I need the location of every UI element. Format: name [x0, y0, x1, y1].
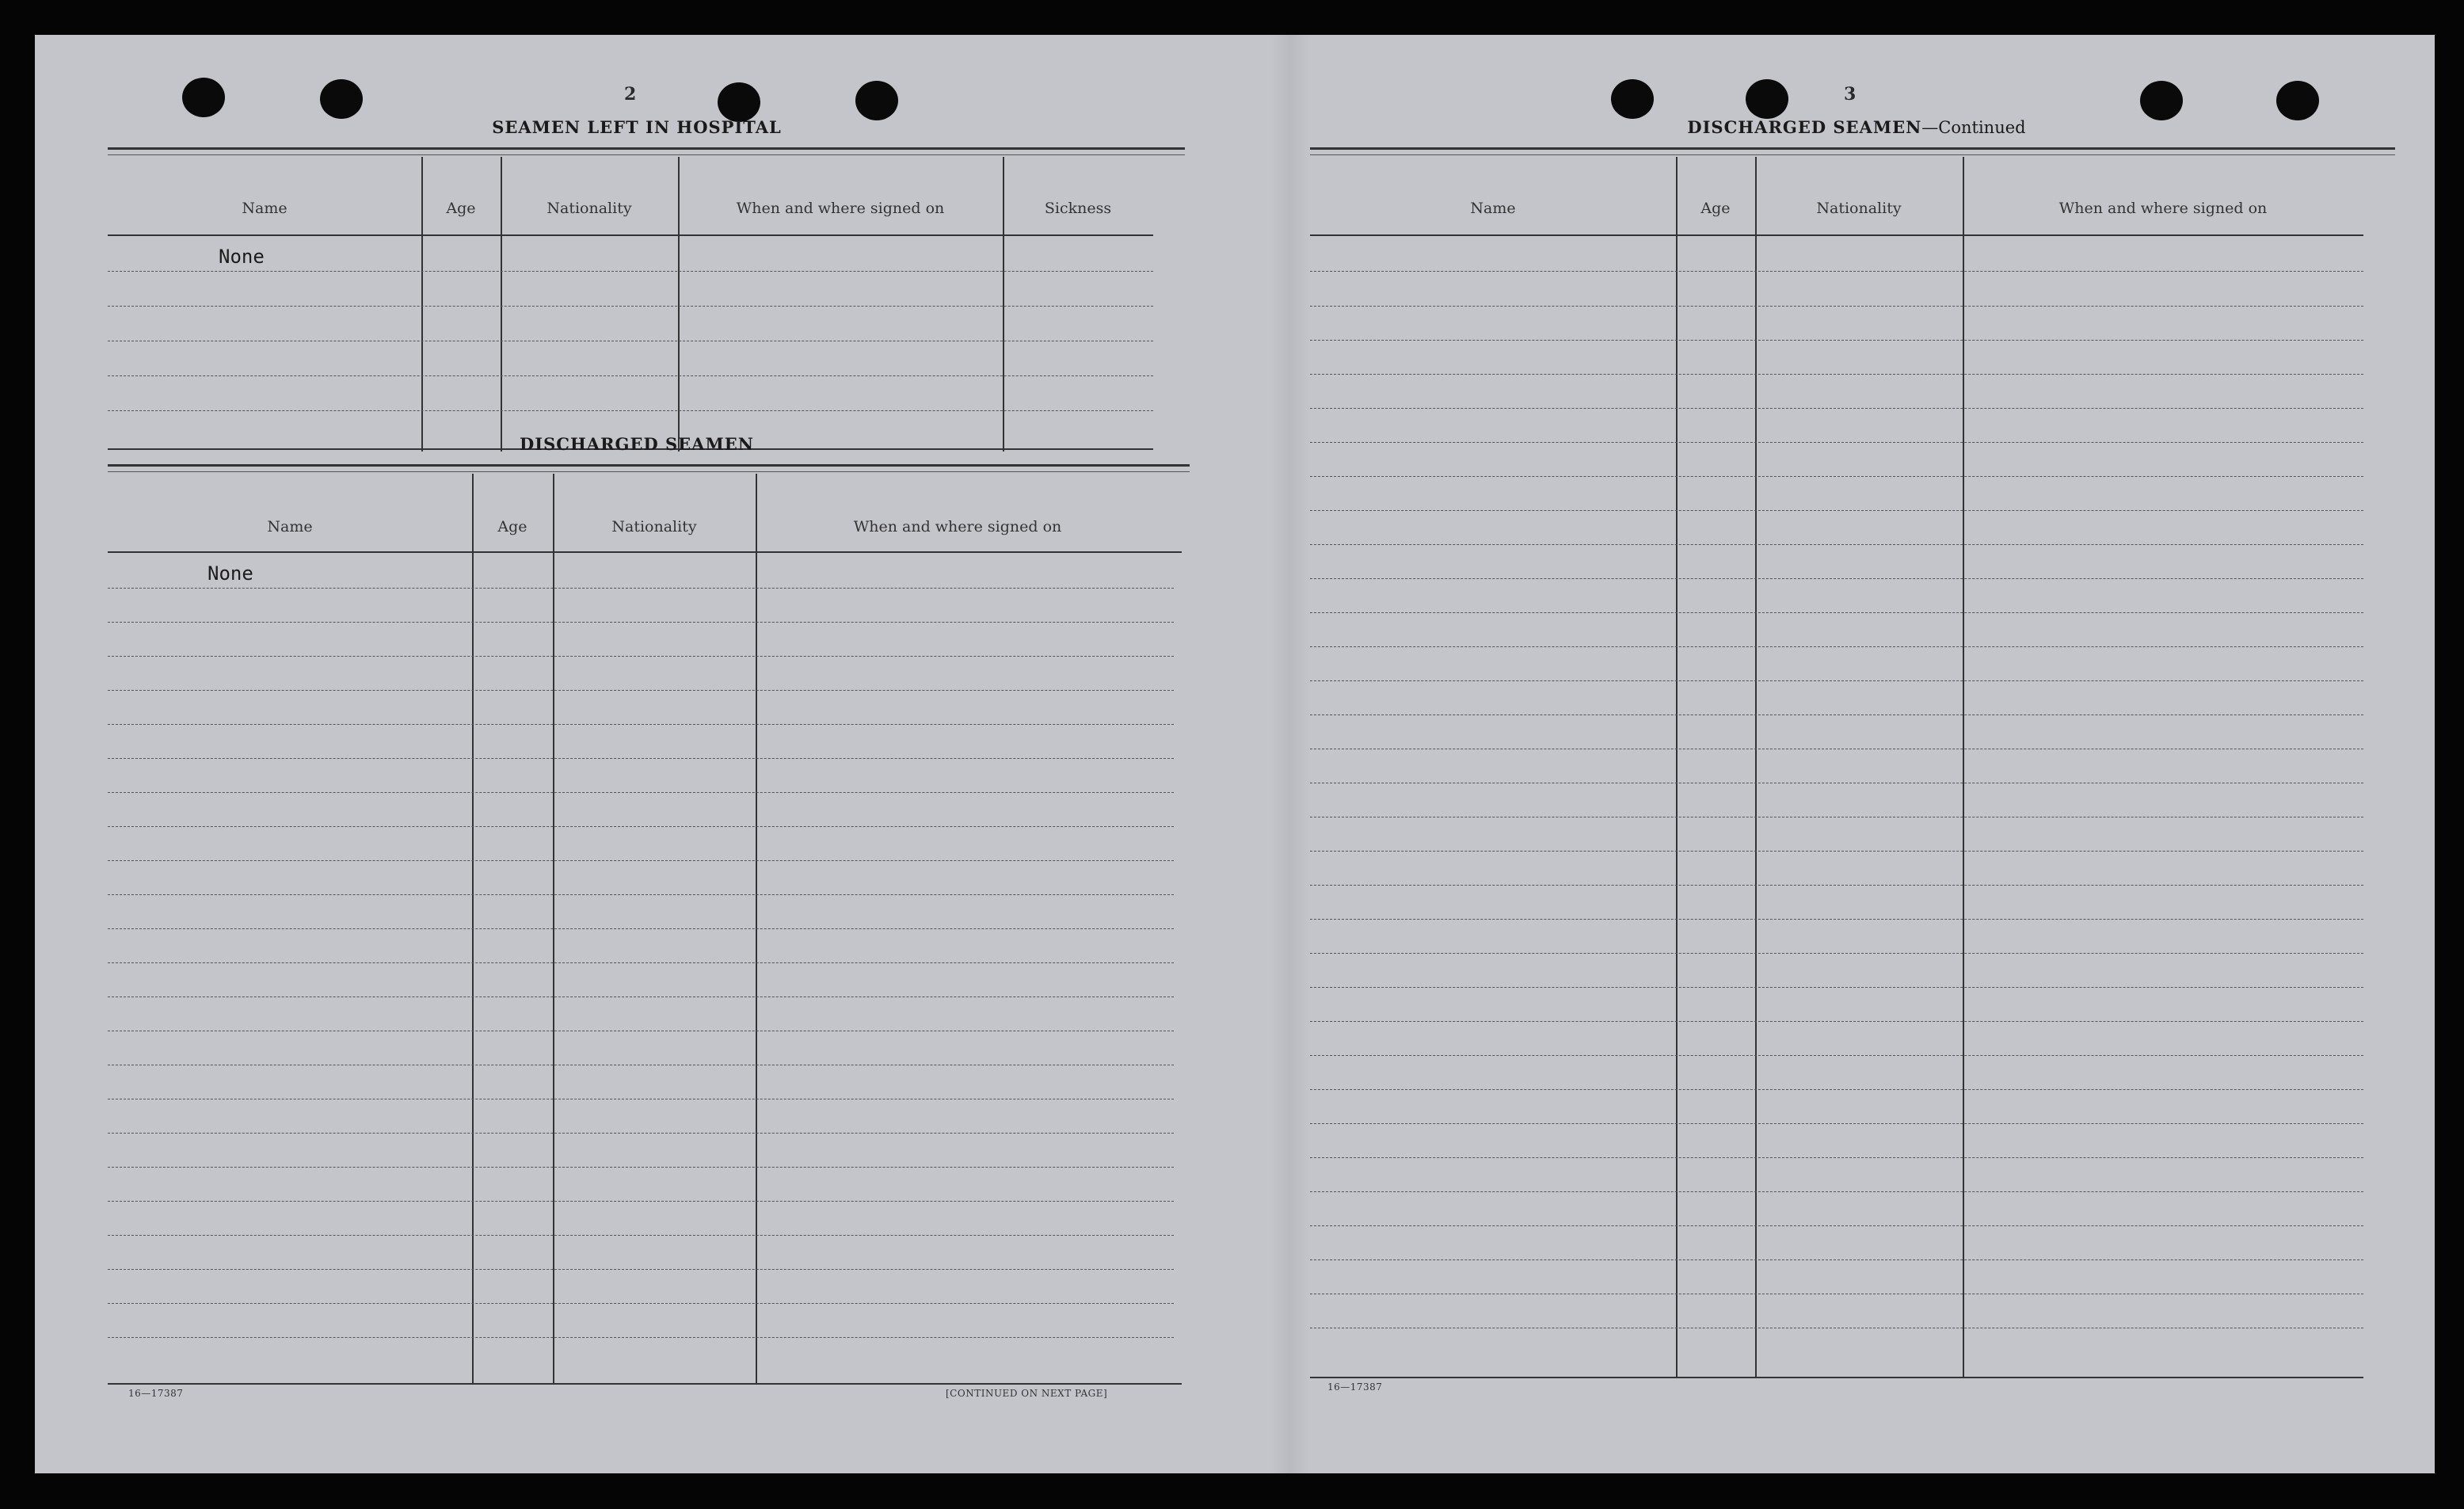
- hospital-name-entry: None: [219, 246, 265, 268]
- table-row: [108, 928, 1174, 929]
- table-row: [108, 588, 1174, 589]
- column-divider: [472, 474, 474, 1385]
- column-header-name: Name: [1470, 200, 1516, 217]
- table-row: [1310, 1191, 2363, 1192]
- table-row: [1310, 612, 2363, 613]
- column-divider: [678, 157, 680, 452]
- discharged-name-entry: None: [208, 562, 253, 585]
- punch-hole: [1746, 79, 1788, 119]
- table-row: [1310, 271, 2363, 272]
- table-row: [1310, 885, 2363, 886]
- table-row: [1310, 646, 2363, 647]
- title-suffix: —Continued: [1921, 118, 2026, 137]
- table-row: [1310, 578, 2363, 579]
- header-rule: [1310, 234, 2363, 236]
- table-row: [1310, 987, 2363, 988]
- table-row: [108, 1337, 1174, 1338]
- table-row: [108, 792, 1174, 793]
- table-row: [1310, 714, 2363, 715]
- discharged-section-title: DISCHARGED SEAMEN: [520, 434, 754, 454]
- table-bottom-rule: [108, 1383, 1182, 1385]
- title-text: DISCHARGED SEAMEN: [1687, 117, 1922, 137]
- column-divider: [756, 474, 757, 1385]
- discharged-table-left: [108, 464, 1190, 1415]
- table-row: [1310, 340, 2363, 341]
- column-divider: [421, 157, 423, 452]
- table-row: [1310, 851, 2363, 852]
- table-row: [108, 656, 1174, 657]
- table-row: [1310, 1123, 2363, 1124]
- header-rule: [108, 551, 1182, 553]
- table-row: [108, 1201, 1174, 1202]
- table-row: [108, 1235, 1174, 1236]
- table-row: [108, 622, 1174, 623]
- column-header-nationality: Nationality: [611, 518, 697, 535]
- header-rule: [108, 234, 1153, 236]
- table-row: [1310, 1259, 2363, 1260]
- column-header-signed-on: When and where signed on: [736, 200, 945, 217]
- form-number-right: 16—17387: [1327, 1381, 1383, 1393]
- table-row: [1310, 1021, 2363, 1022]
- table-row: [108, 1303, 1174, 1304]
- discharged-continued-title: [1666, 117, 2047, 137]
- table-row: [108, 1167, 1174, 1168]
- table-row: [1310, 953, 2363, 954]
- table-row: [1310, 1225, 2363, 1226]
- table-top-rule: [108, 464, 1190, 472]
- column-header-age: Age: [497, 518, 527, 535]
- column-header-nationality: Nationality: [1816, 200, 1902, 217]
- punch-hole: [182, 78, 225, 117]
- table-row: [1310, 374, 2363, 375]
- continued-note: [CONTINUED ON NEXT PAGE]: [946, 1388, 1108, 1399]
- table-row: [108, 375, 1153, 376]
- punch-hole: [855, 81, 898, 120]
- table-row: [108, 306, 1153, 307]
- document-sheet: [35, 35, 2435, 1473]
- form-number-left: 16—17387: [128, 1388, 184, 1399]
- table-row: [108, 410, 1153, 411]
- punch-hole: [718, 82, 760, 122]
- table-row: [1310, 919, 2363, 920]
- table-row: [108, 962, 1174, 963]
- column-header-signed-on: When and where signed on: [853, 518, 1062, 535]
- page-gutter: [1270, 35, 1310, 1473]
- hospital-table: [108, 147, 1185, 450]
- discharged-table-right: [1310, 147, 2395, 1415]
- table-top-rule: [1310, 147, 2395, 155]
- table-row: [1310, 1089, 2363, 1090]
- page-number-left: 2: [624, 84, 637, 105]
- table-bottom-rule: [1310, 1377, 2363, 1378]
- table-row: [108, 690, 1174, 691]
- column-divider: [553, 474, 554, 1385]
- table-row: [1310, 408, 2363, 409]
- column-divider: [1003, 157, 1004, 452]
- table-row: [1310, 1157, 2363, 1158]
- table-row: [108, 724, 1174, 725]
- punch-hole: [2140, 81, 2183, 120]
- table-row: [1310, 1055, 2363, 1056]
- column-header-signed-on: When and where signed on: [2058, 200, 2268, 217]
- table-row: [108, 1133, 1174, 1134]
- punch-hole: [2276, 81, 2319, 120]
- table-row: [1310, 476, 2363, 477]
- table-top-rule: [108, 147, 1185, 155]
- table-row: [108, 826, 1174, 827]
- table-row: [1310, 510, 2363, 511]
- table-row: [1310, 680, 2363, 681]
- table-row: [108, 894, 1174, 895]
- column-header-sickness: Sickness: [1044, 200, 1112, 217]
- table-row: [108, 758, 1174, 759]
- column-header-nationality: Nationality: [546, 200, 632, 217]
- table-row: [108, 271, 1153, 272]
- column-header-name: Name: [267, 518, 313, 535]
- punch-hole: [320, 79, 363, 119]
- table-row: [1310, 306, 2363, 307]
- hospital-section-title: SEAMEN LEFT IN HOSPITAL: [492, 117, 782, 137]
- table-row: [108, 996, 1174, 997]
- column-header-age: Age: [1700, 200, 1731, 217]
- page-number-right: 3: [1844, 84, 1857, 105]
- table-row: [1310, 544, 2363, 545]
- column-header-name: Name: [242, 200, 288, 217]
- punch-hole: [1611, 79, 1654, 119]
- table-row: [108, 1269, 1174, 1270]
- column-divider: [501, 157, 502, 452]
- table-row: [1310, 442, 2363, 443]
- table-row: [108, 860, 1174, 861]
- column-header-age: Age: [446, 200, 476, 217]
